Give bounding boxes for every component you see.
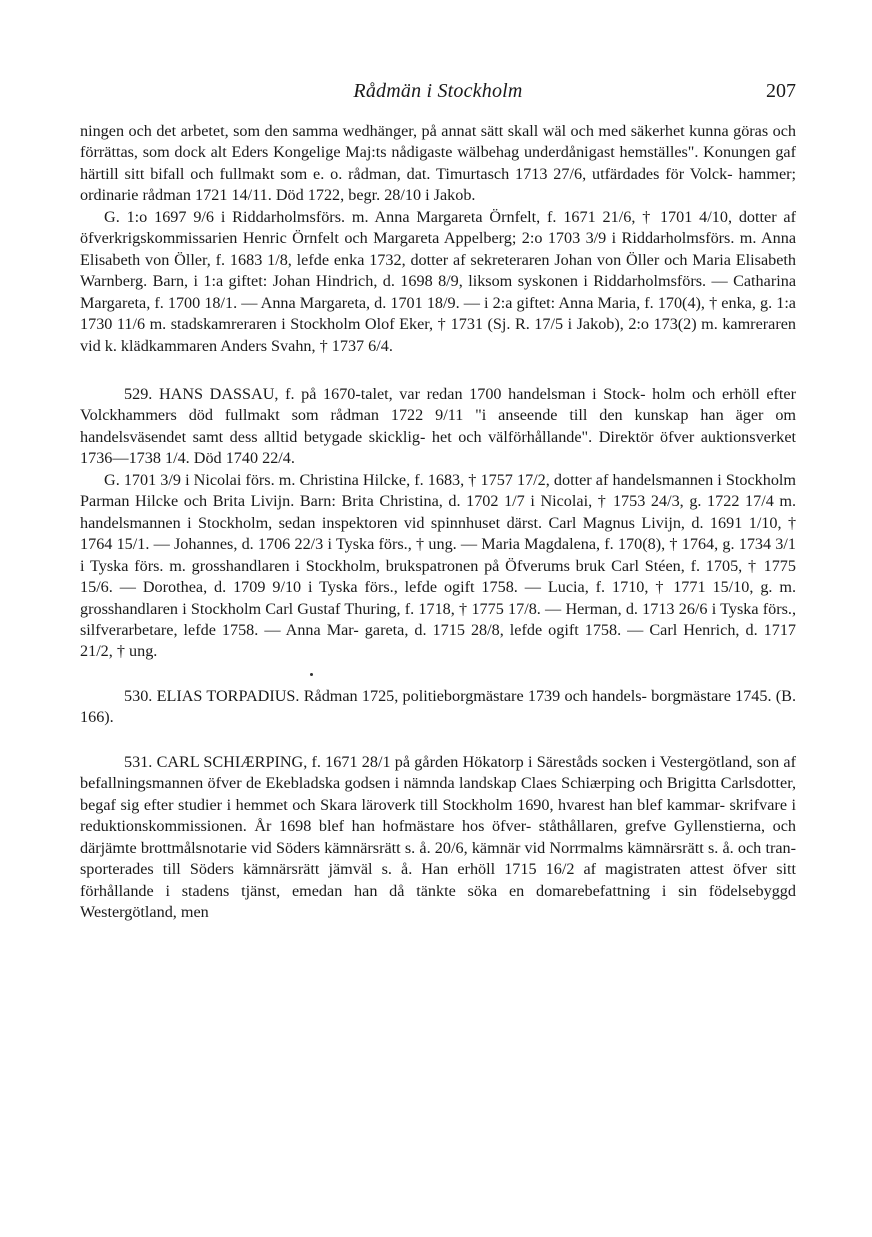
text-line: Stockholm, sedan inspektoren vid spinnhuset därst. Carl Magnus Livijn, d. 1691 [198,513,743,532]
text-line: hemmet och Skara läroverk till Stockholm 1690, hvarest han blef kammar- [235,795,725,814]
text-line: Margareta, d. 1701 18/9. — i 2:a giftet: Anna Maria, f. 170(4), † enka, g. [299,293,773,312]
entry-529 [80,384,796,470]
text-line: kämnärsrätt s. å. 20/6, kämnär vid Norrmalms kämnärsrätt s. å. och tran- [324,838,797,857]
running-title: Rådmän i Stockholm [353,80,523,102]
text-line: Herman, d. 1713 26/6 i Tyska förs., silfverarbetare, lefde 1758. — Anna Mar- [80,599,796,639]
text-line: holm och erhöll efter Volckhammers död fullmakt som rådman 1722 9/11 "i anseende [80,384,796,425]
spacer [80,357,796,384]
text-line: hammer; ordinarie rådman 1721 14/11. Död 1722, begr. 28/10 i Jakob. [80,164,797,205]
text-line: ningen och det arbetet, som den samma wedhänger, på annat sätt skall wäl och [80,122,594,140]
text-line: ståthållaren, grefve Gyllenstierna, och därjämte brottmålsnotarie vid Söders [80,817,797,857]
text-line: i Jakob), 2:o 173(2) m. kamreraren vid k. klädkammaren Anders Svahn, † 1737 6/4. [80,315,797,355]
spacer-dot [80,663,796,686]
text-line: g. m. grosshandlaren i Stockholm Carl Gustaf Thuring, f. 1718, † 1775 17/8. — [80,578,797,618]
paragraph-marriage-dassau [80,470,796,663]
paragraph-continuation [80,121,796,207]
entry-530 [80,686,796,729]
separator-dot [310,673,313,676]
text-line: Stockholm, brukspatronen på Öfverums bruk Carl Stéen, f. 1705, † 1775 15/6. [80,556,796,597]
entry-531 [80,752,796,924]
spacer [80,729,796,752]
text-line: gareta, d. 1715 28/8, lefde ogift 1758. — Carl Henrich, d. 1717 21/2, † ung. [80,620,797,661]
text-line: Christina, d. 1702 1/7 i Nicolai, † 1753 24/3, g. 1722 17/4 m. handelsmannen i [80,492,797,532]
text-line: G. 1701 3/9 i Nicolai förs. m. Christina Hilcke, f. 1683, † 1757 17/2, dotter [104,470,592,489]
text-line: syskonen i Riddarholmsförs. — Catharina Margareta, f. 1700 18/1. — Anna [80,272,796,312]
text-line: † 1701 4/10, dotter af öfverkrigskommissarien Henric Örnfelt och Margareta [80,207,797,248]
text-line: skrifvare i reduktionskommissionen. År 1698 blef han hofmästare hos öfver- [80,795,797,836]
text-line: af handelsmannen i Stockholm Parman Hilcke och Brita Livijn. Barn: Brita [80,470,797,511]
text-line: magistraten attest öfver sitt förhållande i stadens tjänst, emedan han då [80,860,797,900]
text-line: het och välförhållande". Direktör öfver auktionsverket 1736—1738 1/4. Död 1740 22/4. [80,427,797,468]
text-line: tänkte söka en domarebefattning i sin födelsebyggd Westergötland, men [80,881,796,921]
page-number: 207 [766,80,796,102]
text-line: landskap Claes Schiærping och Brigitta Carlsdotter, begaf sig efter studier i [80,774,797,814]
text-line: Magdalena, f. 170(8), † 1764, g. 1734 3/1 i Tyska förs. m. grosshandlaren i [80,535,796,575]
text-line: G. 1:o 1697 9/6 i Riddarholmsförs. m. Anna Margareta Örnfelt, f. 1671 21/6, [104,207,636,226]
text-line: 531. CARL SCHIÆRPING, f. 1671 28/1 på gården Hökatorp i Säreståds socken [124,752,648,771]
text-line: fullmakt som e. o. rådman, dat. Timurtasch 1713 27/6, utfärdades för Volck- [219,164,733,183]
text-line: i Vestergötland, son af befallningsmannen öfver de Ekebladska godsen i nämnda [80,752,796,793]
paragraph-marriage-volckhammer [80,207,796,357]
text-line: nådigaste wälbehag underdånigast hemställes". Konungen gaf härtill sitt bifall och [80,143,797,183]
text-line: 530. ELIAS TORPADIUS. Rådman 1725, politieborgmästare 1739 och handels- [124,686,647,705]
text-line: 1/10, † 1764 15/1. — Johannes, d. 1706 22/3 i Tyska förs., † ung. — Maria [80,513,797,554]
text-line: borgmästare 1745. (B. 166). [80,686,797,727]
text-line: 529. HANS DASSAU, f. på 1670-talet, var redan 1700 handelsman i Stock- [124,384,646,403]
text-line: Appelberg; 2:o 1703 3/9 i Riddarholmsförs. m. Anna Elisabeth von Öller, f. [80,229,797,269]
page-body [80,121,796,923]
text-line: — Dorothea, d. 1709 9/10 i Tyska förs., lefde ogift 1758. — Lucia, f. 1710, † 1771 15/10, [119,578,754,597]
text-line: 1:a 1730 11/6 m. stadskamreraren i Stockholm Olof Eker, † 1731 (Sj. R. 17/5 [80,293,796,334]
text-line: 1683 1/8, lefde enka 1732, dotter af sekreteraren Johan von Öller och Maria [229,250,731,269]
text-line: till den kunskap han äger om handelsväsendet samt dess alltid betygade skicklig- [80,406,797,446]
text-line: Elisabeth Warnberg. Barn, i 1:a giftet: Johan Hindrich, d. 1698 8/9, liksom [80,250,797,291]
text-line: med säkerhet kunna göras och förrättas, som dock alt Eders Kongelige Maj:ts [80,122,796,162]
page-header [80,80,796,110]
text-line: sporterades till Söders kämnärsrätt jämväl s. å. Han erhöll 1715 16/2 af [80,860,597,879]
